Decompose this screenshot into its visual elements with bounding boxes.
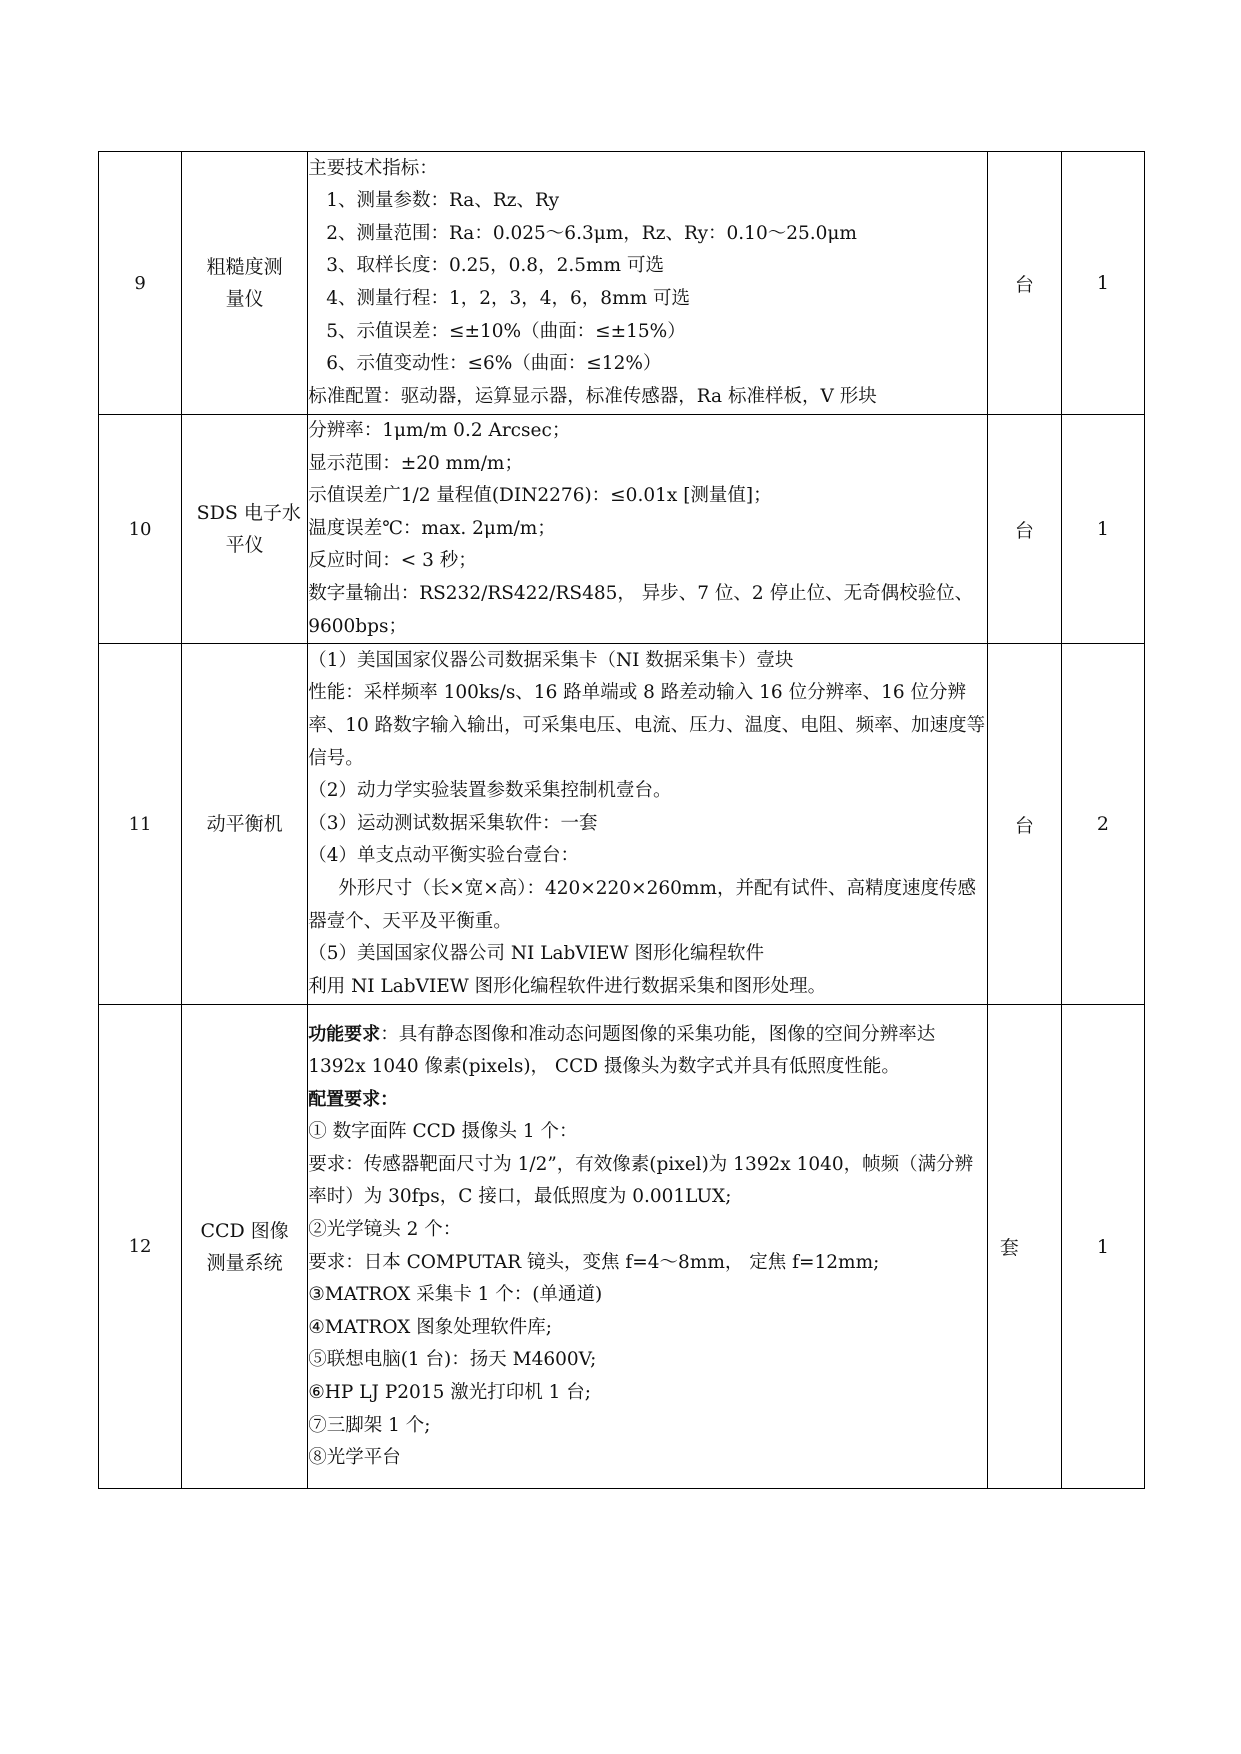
spec-line: 2、测量范围：Ra：0.025～6.3μm，Rz、Ry：0.10～25.0μm: [326, 222, 857, 244]
equipment-spec-table: [98, 151, 1145, 1489]
function-requirement: [308, 1019, 987, 1084]
item-name: 动平衡机: [182, 644, 308, 1005]
item-name: SDS 电子水平仪: [182, 415, 308, 644]
spec-line: ⑤联想电脑(1 台)：扬天 M4600V;: [308, 1349, 597, 1371]
spec-line: 主要技术指标：: [308, 157, 438, 179]
item-quantity: 1: [1061, 1005, 1144, 1489]
item-spec: [308, 415, 988, 644]
spec-line: 4、测量行程：1，2，3，4，6，8mm 可选: [326, 288, 691, 309]
spec-line: ③MATROX 采集卡 1 个：(单通道): [308, 1284, 603, 1306]
item-spec: [308, 152, 988, 415]
spec-line: （1）美国国家仪器公司数据采集卡（NI 数据采集卡）壹块: [308, 649, 794, 671]
spec-line: ②光学镜头 2 个：: [308, 1219, 462, 1241]
spec-line: ④MATROX 图象处理软件库;: [308, 1316, 552, 1338]
item-unit: 台: [987, 415, 1061, 644]
config-label: 配置要求：: [308, 1088, 399, 1110]
spec-line: 分辨率：1μm/m 0.2 Arcsec；: [308, 420, 571, 441]
spec-line: ⑥HP LJ P2015 激光打印机 1 台;: [308, 1382, 591, 1404]
spec-line: 5、示值误差：≤±10%（曲面：≤±15%）: [326, 320, 686, 342]
spec-line: 示值误差广1/2 量程值(DIN2276)：≤0.01x [测量值]；: [308, 485, 772, 507]
item-number: 12: [99, 1005, 182, 1489]
spec-line: ⑦三脚架 1 个;: [308, 1414, 431, 1436]
spec-line: 外形尺寸（长×宽×高）：420×220×260mm，并配有试件、高精度速度传感器壹个、天平及平衡重。: [308, 878, 976, 932]
spec-line: 1、测量参数：Ra、Rz、Ry: [326, 190, 560, 212]
table-row: [99, 415, 1145, 644]
item-unit: 套: [987, 1005, 1061, 1489]
table-row: [99, 1005, 1145, 1489]
item-spec: [308, 644, 988, 1005]
spec-line: 标准配置：驱动器，运算显示器，标准传感器，Ra 标准样板，V 形块: [308, 385, 877, 407]
spec-line: 要求：传感器靶面尺寸为 1/2”，有效像素(pixel)为 1392x 1040，帧频（满分辨率时）为 30fps，C 接口，最低照度为 0.001LUX;: [308, 1153, 974, 1208]
spec-line: 3、取样长度：0.25，0.8，2.5mm 可选: [326, 255, 664, 277]
item-spec: [308, 1005, 988, 1489]
spec-line: 6、示值变动性：≤6%（曲面：≤12%）: [326, 353, 662, 375]
table-row: [99, 152, 1145, 415]
spec-line: ① 数字面阵 CCD 摄像头 1 个：: [308, 1121, 578, 1143]
item-name: 粗糙度测量仪: [182, 152, 308, 415]
item-quantity: 1: [1061, 415, 1144, 644]
function-label: 功能要求: [308, 1023, 381, 1045]
spec-line: （5）美国国家仪器公司 NI LabVIEW 图形化编程软件: [308, 943, 764, 965]
item-unit: 台: [987, 644, 1061, 1005]
spec-line: 要求：日本 COMPUTAR 镜头，变焦 f=4～8mm， 定焦 f=12mm;: [308, 1251, 880, 1273]
item-quantity: 1: [1061, 152, 1144, 415]
item-name: CCD 图像测量系统: [182, 1005, 308, 1489]
item-quantity: 2: [1061, 644, 1144, 1005]
table-row: [99, 644, 1145, 1005]
function-text: ：具有静态图像和准动态问题图像的采集功能，图像的空间分辨率达 1392x 1040 像素(pixels)， CCD 摄像头为数字式并具有低照度性能。: [308, 1023, 936, 1078]
spec-line: （2）动力学实验装置参数采集控制机壹台。: [308, 780, 672, 802]
item-number: 9: [99, 152, 182, 415]
spec-line: 数字量输出：RS232/RS422/RS485， 异步、7 位、2 停止位、无奇偶校验位、9600bps；: [308, 582, 974, 637]
spec-line: 利用 NI LabVIEW 图形化编程软件进行数据采集和图形处理。: [308, 975, 827, 997]
spec-line: ⑧光学平台: [308, 1447, 401, 1469]
spec-line: 性能：采样频率 100ks/s、16 路单端或 8 路差动输入 16 位分辨率、16 位分辨率、10 路数字输入输出，可采集电压、电流、压力、温度、电阻、频率、加速度等信号。: [308, 682, 986, 769]
item-unit: 台: [987, 152, 1061, 415]
item-number: 11: [99, 644, 182, 1005]
item-number: 10: [99, 415, 182, 644]
spec-line: （4）单支点动平衡实验台壹台：: [308, 845, 579, 867]
spec-line: 反应时间：< 3 秒；: [308, 550, 477, 572]
spec-line: 显示范围：±20 mm/m；: [308, 452, 523, 474]
spec-line: 温度误差℃：max. 2μm/m；: [308, 517, 556, 539]
spec-line: （3）运动测试数据采集软件：一套: [308, 812, 598, 834]
